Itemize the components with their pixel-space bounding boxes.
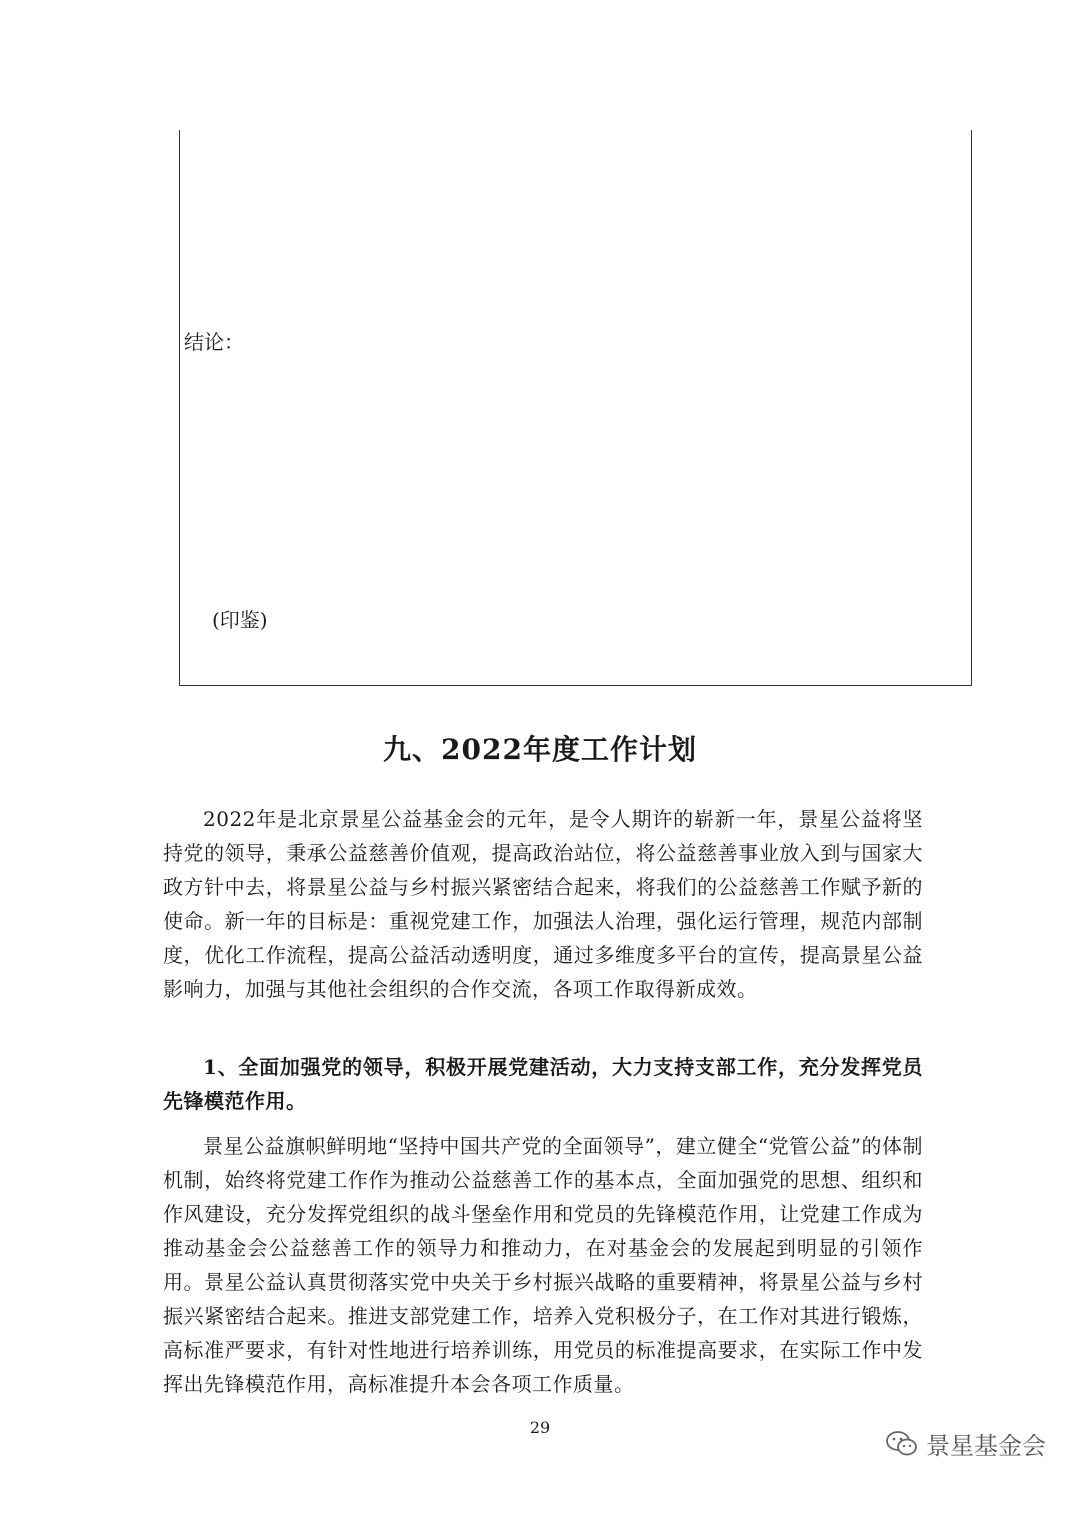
item1-body: 景星公益旗帜鲜明地“坚持中国共产党的全面领导”，建立健全“党管公益”的体制机制，始终将党建工作作为推动公益慈善工作的基本点，全面加强党的思想、组织和作风建设，充分发挥党组织的战斗堡垒作用和党员的先锋模范作用，让党建工作成为推动基金会公益慈善工作的领导力和推动力，在对基金会的发展起到明显的引领作用。景星公益认真贯彻落实党中央关于乡村振兴战略的重要精神，将景星公益与乡村振兴紧密结合起来。推进支部党建工作，培养入党积极分子，在工作对其进行锻炼，高标准严要求，有针对性地进行培养训练，用党员的标准提高要求，在实际工作中发挥出先锋模范作用，高标准提升本会各项工作质量。	[163, 1134, 923, 1396]
watermark	[886, 1426, 1046, 1461]
seal-label: (印鉴)	[212, 608, 268, 632]
wechat-icon	[886, 1430, 918, 1458]
intro-paragraph: 2022年是北京景星公益基金会的元年，是令人期许的崭新一年，景星公益将坚持党的领导，秉承公益慈善价值观，提高政治站位，将公益慈善事业放入到与国家大政方针中去，将景星公益与乡村振兴紧密结合起来，将我们的公益慈善工作赋予新的使命。新一年的目标是：重视党建工作，加强法人治理，强化运行管理，规范内部制度，优化工作流程，提高公益活动透明度，通过多维度多平台的宣传，提高景星公益影响力，加强与其他社会组织的合作交流，各项工作取得新成效。	[163, 807, 923, 1001]
section-heading: 九、2022年度工作计划	[383, 733, 697, 766]
watermark-text: 景星基金会	[926, 1432, 1046, 1460]
page-number: 29	[529, 1418, 551, 1437]
item1-title: 1、全面加强党的领导，积极开展党建活动，大力支持支部工作，充分发挥党员先锋模范作用。	[163, 1055, 923, 1113]
form-box	[179, 130, 972, 686]
conclusion-label: 结论：	[184, 330, 244, 354]
